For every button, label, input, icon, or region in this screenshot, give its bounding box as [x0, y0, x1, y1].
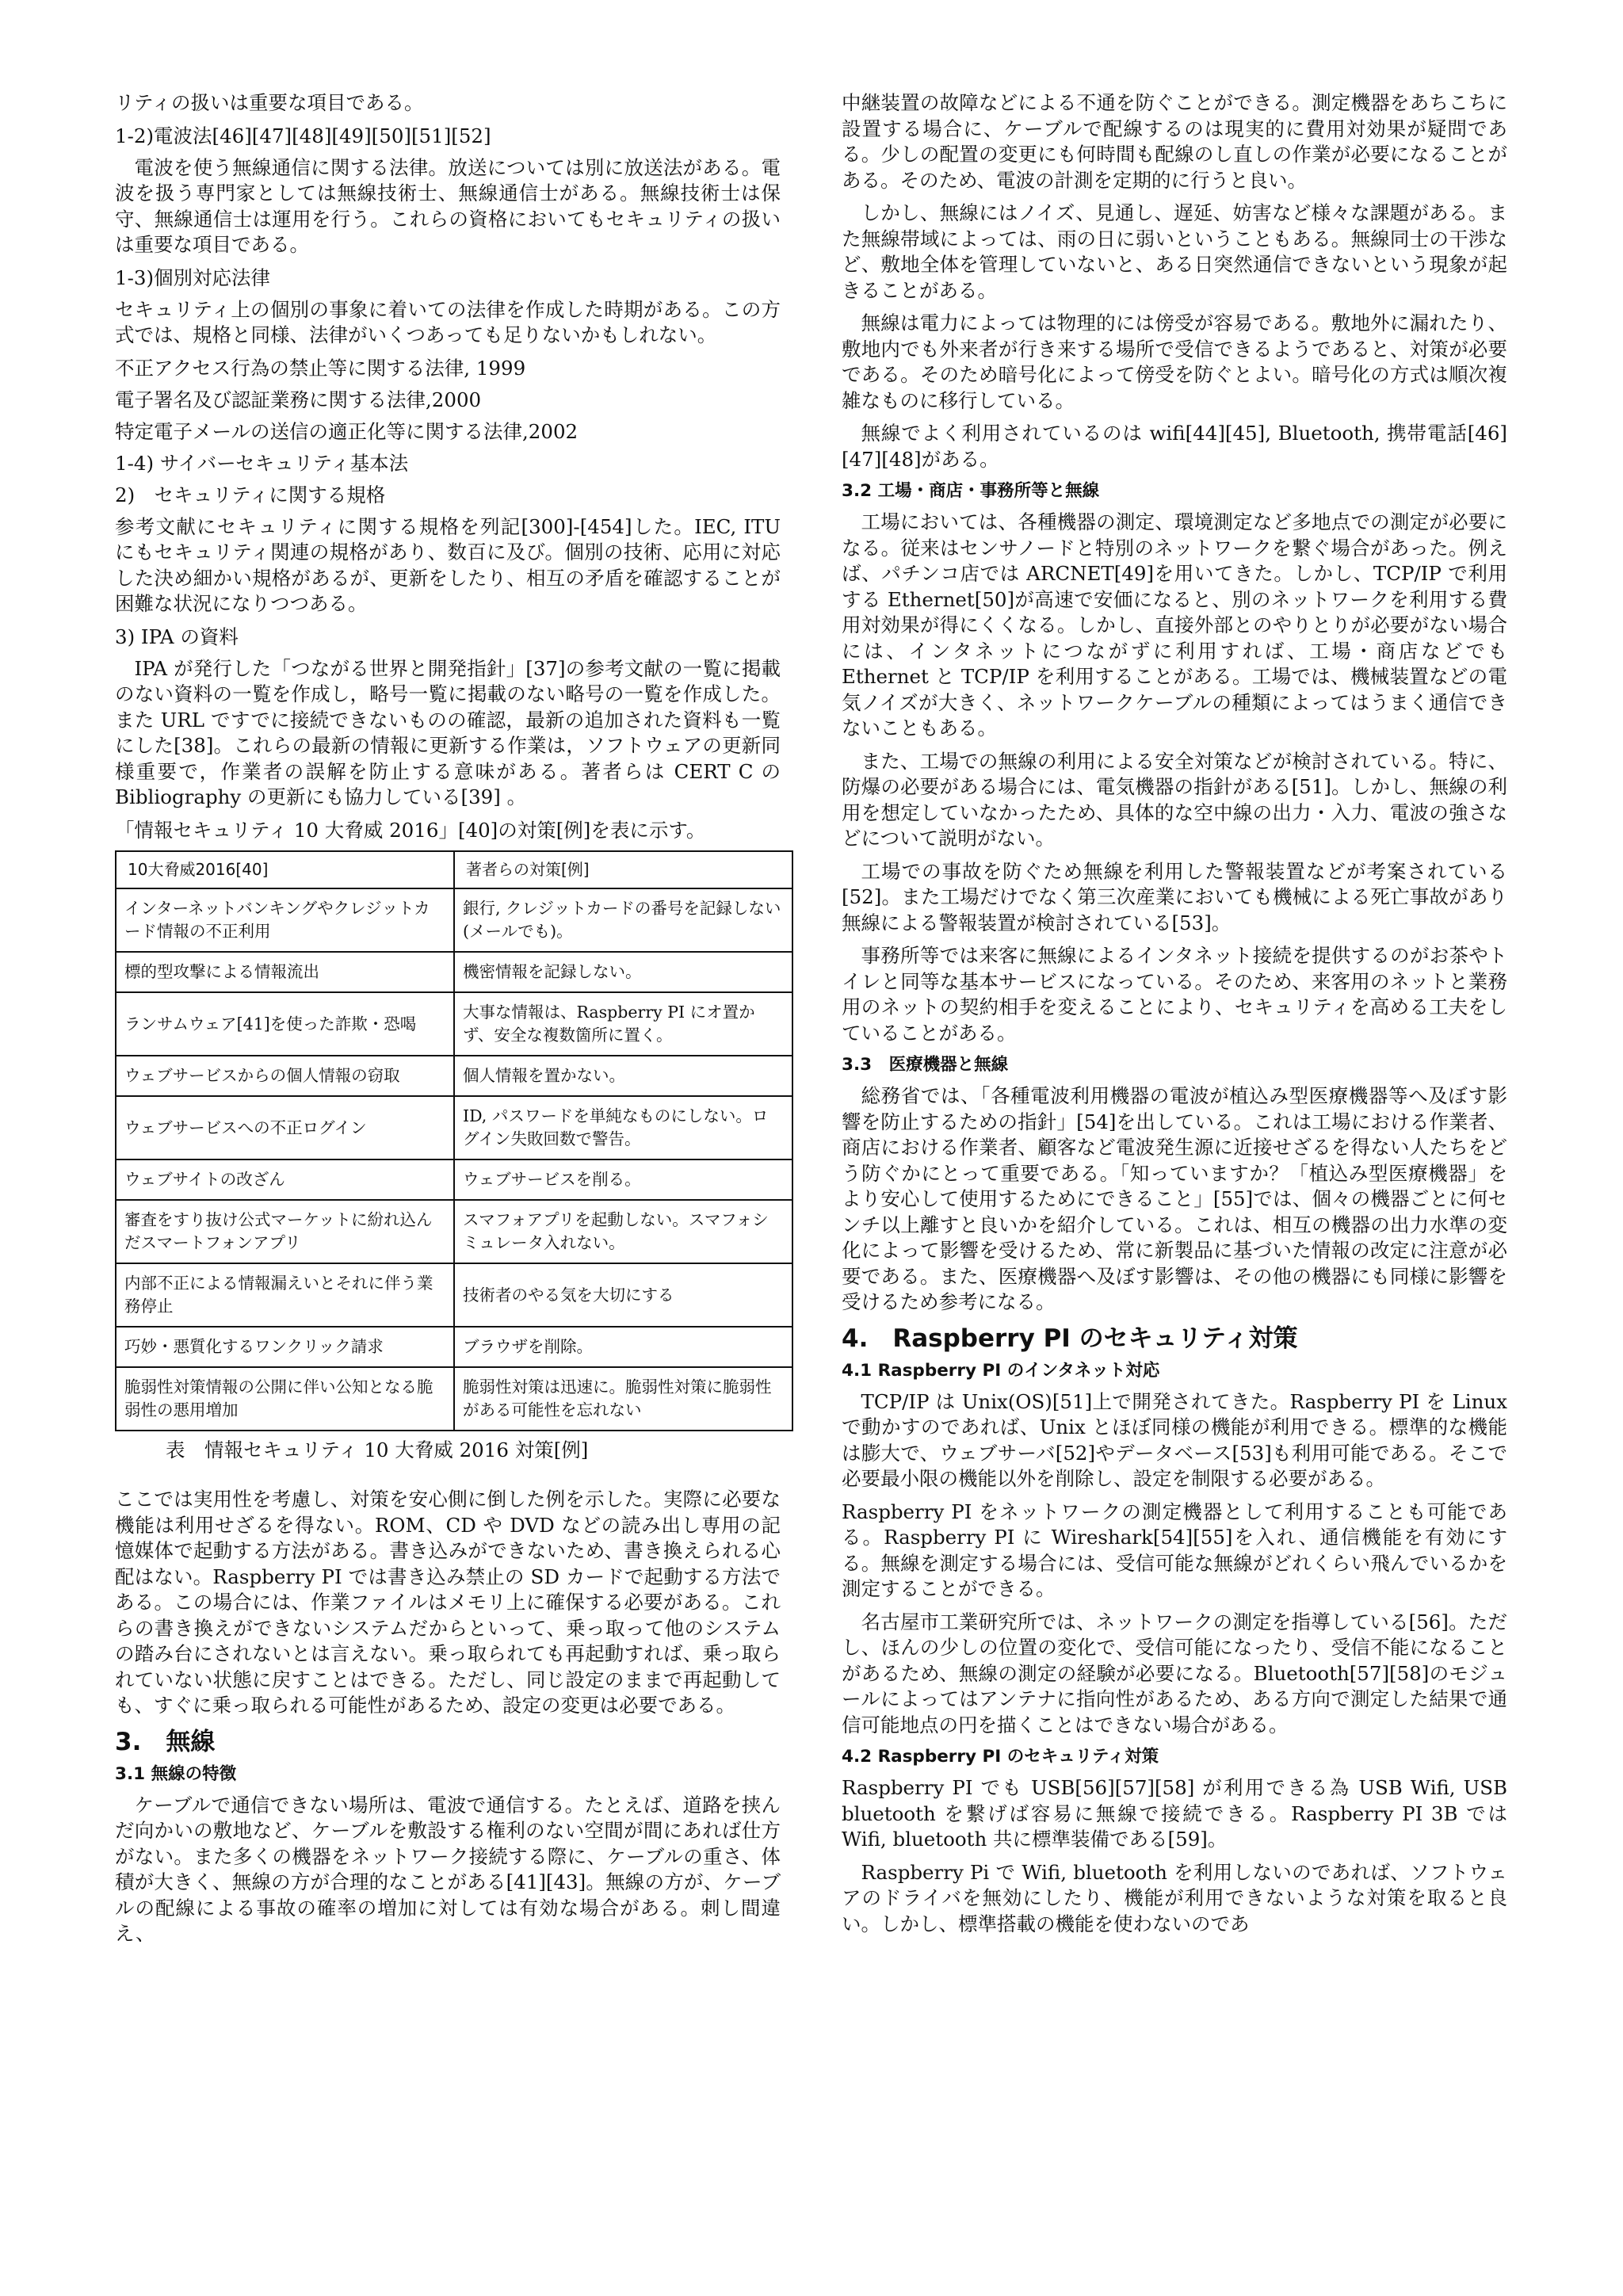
table-row [116, 1327, 792, 1367]
law-item-2: 電子署名及び認証業務に関する法律,2000 [115, 388, 482, 411]
paragraph-noise: しかし、無線にはノイズ、見通し、遅延、妨害など様々な課題がある。また無線帯域によっては、雨の日に弱いということもある。無線同士の干渉など、敷地全体を管理していないと、ある日突然通信できないという現象が起きることがある。 [842, 201, 1507, 302]
table-cell-measure: スマフォアプリを起動しない。スマフォシミュレータ入れない。 [454, 1200, 792, 1263]
table-row [116, 1367, 792, 1431]
table-cell-threat: 内部不正による情報漏えいとそれに伴う業務停止 [116, 1263, 454, 1327]
table-cell-measure: ID, パスワードを単純なものにしない。ログイン失敗回数で警告。 [454, 1096, 792, 1159]
table-cell-threat: 巧妙・悪質化するワンクリック請求 [116, 1327, 454, 1367]
section-title-raspberry: 4. Raspberry PI のセキュリティ対策 [842, 1324, 1298, 1353]
paragraph-wireshark: Raspberry PI をネットワークの測定機器として利用することも可能である。Raspberry PI に Wireshark[54][55]を入れ、通信機能を有効にする。無線を測定する場合には、受信可能な無線がどれくらい飛んでいるかを測定することができる。 [842, 1499, 1507, 1600]
table-row [116, 952, 792, 992]
table-caption: 表 情報セキュリティ 10 大脅威 2016 対策[例] [166, 1438, 589, 1461]
table-header-cell: 10大脅威2016[40] [116, 851, 454, 888]
law-item-3: 特定電子メールの送信の適正化等に関する法律,2002 [115, 419, 579, 443]
table-cell-threat: 審査をすり抜け公式マーケットに紛れ込んだスマートフォンアプリ [116, 1200, 454, 1263]
section-title-wireless: 3. 無線 [115, 1727, 216, 1756]
table-header-row [116, 851, 792, 888]
paragraph-cont: 中継装置の故障などによる不通を防ぐことができる。測定機器をあちこちに設置する場合に、ケーブルで配線するのは現実的に費用対効果が疑問である。少しの配置の変更にも何時間も配線のし直しの作業が必要になることがある。そのため、電波の計測を定期的に行うと良い。 [842, 91, 1507, 192]
paragraph-alarm: 工場での事故を防ぐため無線を利用した警報装置などが考案されている[52]。また工場だけでなく第三次産業においても機械による死亡事故があり無線による警報装置が検討されている[53]。 [842, 859, 1507, 934]
paragraph-wifi: 無線でよく利用されているのは wifi[44][45], Bluetooth, 携帯電話[46][47][48]がある。 [842, 422, 1507, 471]
heading-2: 2) セキュリティに関する規格 [115, 483, 386, 506]
paragraph-disable: Raspberry Pi で Wifi, bluetooth を利用しないのであれば、ソフトウェアのドライバを無効にしたり、機能が利用できないような対策を取ると良い。しかし、標準搭載の機能を使わないのであ [842, 1860, 1507, 1935]
paragraph-interception: 無線は電力によっては物理的には傍受が容易である。敷地外に漏れたり、敷地内でも外来者が行き来する場所で受信できるようであると、対策が必要である。そのため暗号化によって傍受を防ぐとよい。暗号化の方式は順次複雑なものに移行している。 [842, 311, 1507, 412]
paragraph-wireless-features: ケーブルで通信できない場所は、電波で通信する。たとえば、道路を挟んだ向かいの敷地など、ケーブルを敷設する権利のない空間が間にあれば仕方がない。また多くの機器をネットワーク接続する際に、ケーブルの重さ、体積が大きく、無線の方が合理的なことがある[41][43]。無線の方が、ケーブルの配線による事故の確率の増加に対しては有効な場合がある。刺し間違え、 [115, 1793, 781, 1945]
heading-4-1: 4.1 Raspberry PI のインタネット対応 [842, 1360, 1160, 1381]
paragraph-usb: Raspberry PI でも USB[56][57][58] が利用できる為 USB Wifi, USB bluetooth を繋げば容易に無線で接続できる。Raspberry PI 3B では Wifi, bluetooth 共に標準装備である[59]。 [842, 1776, 1507, 1851]
table-row [116, 1096, 792, 1159]
table-cell-measure: 大事な情報は、Raspberry PI にオ置かず、安全な複数箇所に置く。 [454, 992, 792, 1056]
right-column [842, 90, 1507, 1944]
table-row [116, 1056, 792, 1096]
table-cell-measure: 個人情報を置かない。 [454, 1056, 792, 1096]
paragraph-practical: ここでは実用性を考慮し、対策を安心側に倒した例を示した。実際に必要な機能は利用せざるを得ない。ROM、CD や DVD などの読み出し専用の記憶媒体で起動する方法がある。書き込みができないため、書き換えられる心配はない。Raspberry PI では書き込み禁止の SD カードで起動する方法である。この場合には、作業ファイルはメモリ上に確保する必要がある。これらの書き換えができないシステムだからといって、乗っ取って他のシステムの踏み台にされないとは言えない。乗っ取られても再起動すれば、乗っ取られていない状態に戻すことはできる。ただし、同じ設定のままで再起動しても、すぐに乗っ取られる可能性があるため、設定の変更は必要である。 [115, 1488, 781, 1717]
paragraph-nagoya: 名古屋市工業研究所では、ネットワークの測定を指導している[56]。ただし、ほんの少しの位置の変化で、受信可能になったり、受信不能になることがあるため、無線の測定の経験が必要になる。Bluetooth[57][58]のモジュールによってはアンテナに指向性があるため、ある方向で測定した結果で通信可能地点の円を描くことはできない場合がある。 [842, 1610, 1507, 1736]
heading-4-2: 4.2 Raspberry PI のセキュリティ対策 [842, 1747, 1159, 1767]
table-row [116, 992, 792, 1056]
table-cell-measure: ウェブサービスを削る。 [454, 1159, 792, 1200]
heading-3-2: 3.2 工場・商店・事務所等と無線 [842, 481, 1100, 501]
table-row [116, 1263, 792, 1327]
paragraph-table-intro: 「情報セキュリティ 10 大脅威 2016」[40]の対策[例]を表に示す。 [115, 818, 706, 842]
table-cell-measure: 機密情報を記録しない。 [454, 952, 792, 992]
table-row [116, 1159, 792, 1200]
table-header-cell: 著者らの対策[例] [454, 851, 792, 888]
paragraph-safety: また、工場での無線の利用による安全対策などが検討されている。特に、防爆の必要がある場合には、電気機器の指針がある[51]。しかし、無線の利用を想定していなかったため、具体的な空中線の出力・入力、電波の強さなどについて説明がない。 [842, 749, 1507, 850]
heading-3-3: 3.3 医療機器と無線 [842, 1055, 1009, 1075]
table-cell-threat: ウェブサービスへの不正ログイン [116, 1096, 454, 1159]
paragraph-radio-law: 電波を使う無線通信に関する法律。放送については別に放送法がある。電波を扱う専門家としては無線技術士、無線通信士がある。無線技術士は保守、無線通信士は運用を行う。これらの資格においてもセキュリティの扱いは重要な項目である。 [115, 155, 781, 256]
table-row [116, 1200, 792, 1263]
paragraph-standards: 参考文献にセキュリティに関する規格を列記[300]-[454]した。IEC, ITU にもセキュリティ関連の規格があり、数百に及び。個別の技術、応用に対応した決め細かい規格があるが、更新をしたり、相互の矛盾を確認することが困難な状況になりつつある。 [115, 514, 781, 615]
table-row [116, 888, 792, 952]
law-item-1: 不正アクセス行為の禁止等に関する法律, 1999 [115, 356, 526, 380]
heading-1-4: 1-4) サイバーセキュリティ基本法 [115, 451, 409, 475]
table-cell-threat: 脆弱性対策情報の公開に伴い公知となる脆弱性の悪用増加 [116, 1367, 454, 1431]
table-cell-measure: 脆弱性対策は迅速に。脆弱性対策に脆弱性がある可能性を忘れない [454, 1367, 792, 1431]
paragraph-individual-laws: セキュリティ上の個別の事象に着いての法律を作成した時期がある。この方式では、規格と同様、法律がいくつあっても足りないかもしれない。 [115, 297, 781, 346]
table-cell-threat: ウェブサービスからの個人情報の窃取 [116, 1056, 454, 1096]
left-column [115, 90, 781, 1954]
paragraph-intro: リティの扱いは重要な項目である。 [115, 91, 424, 114]
paragraph-ipa: IPA が発行した「つながる世界と開発指針」[37]の参考文献の一覧に掲載のない資料の一覧を作成し，略号一覧に掲載のない略号の一覧を作成した。また URL ですでに接続できないものの確認，最新の追加された資料も一覧にした[38]。これらの最新の情報に更新する作業は，ソフトウェアの更新同様重要で，作業者の誤解を防止する意味がある。著者らは CERT C の Bibliography の更新にも協力している[39] 。 [115, 656, 781, 808]
threat-table [115, 850, 793, 1431]
paragraph-medical: 総務省では、「各種電波利用機器の電波が植込み型医療機器等へ及ぼす影響を防止するための指針」[54]を出している。これは工場における作業者、商店における作業者、顧客など電波発生源に近接せざるを得ない人たちをどう防ぐかにとって重要である。「知っていますか？「植込み型医療機器」をより安心して使用するためにできること」[55]では、個々の機器ごとに何センチ以上離すと良いかを紹介している。これは、相互の機器の出力水準の変化によって影響を受けるため、常に新製品に基づいた情報の改定に注意が必要である。また、医療機器へ及ぼす影響は、その他の機器にも同様に影響を受けるため参考になる。 [842, 1084, 1507, 1313]
table-cell-threat: ウェブサイトの改ざん [116, 1159, 454, 1200]
table-cell-threat: インターネットバンキングやクレジットカード情報の不正利用 [116, 888, 454, 952]
table-cell-measure: 技術者のやる気を大切にする [454, 1263, 792, 1327]
table-cell-measure: 銀行, クレジットカードの番号を記録しない(メールでも)。 [454, 888, 792, 952]
paragraph-internet: TCP/IP は Unix(OS)[51]上で開発されてきた。Raspberry PI を Linux で動かすのであれば、Unix とほぼ同様の機能が利用できる。標準的な機能は膨大で、ウェブサーバ[52]やデータベース[53]も利用可能である。そこで必要最小限の機能以外を削除し、設定を制限する必要がある。 [842, 1389, 1507, 1490]
table-cell-threat: ランサムウェア[41]を使った詐欺・恐喝 [116, 992, 454, 1056]
heading-3-1: 3.1 無線の特徴 [115, 1763, 237, 1784]
heading-1-2: 1-2)電波法[46][47][48][49][50][51][52] [115, 124, 491, 147]
table-cell-measure: ブラウザを削除。 [454, 1327, 792, 1367]
table-cell-threat: 標的型攻撃による情報流出 [116, 952, 454, 992]
paragraph-office: 事務所等では来客に無線によるインタネット接続を提供するのがお茶やトイレと同等な基本サービスになっている。そのため、来客用のネットと業務用のネットの契約相手を変えることにより、セキュリティを高める工夫をしていることがある。 [842, 944, 1507, 1045]
heading-3-ipa: 3) IPA の資料 [115, 625, 239, 648]
paragraph-factory: 工場においては、各種機器の測定、環境測定など多地点での測定が必要になる。従来はセンサノードと特別のネットワークを繋ぐ場合があった。例えば、パチンコ店では ARCNET[49]を用いてきた。しかし、TCP/IP で利用する Ethernet[50]が高速で安価になると、別のネットワークを利用する費用対効果が得にくくなる。しかし、直接外部とのやりとりが必要がない場合には、インタネットにつながずに利用すれば、工場・商店などでも Ethernet と TCP/IP を利用することがある。工場では、機械装置などの電気ノイズが大きく、ネットワークケーブルの種類によってはうまく通信できないこともある。 [842, 510, 1507, 739]
heading-1-3: 1-3)個別対応法律 [115, 266, 271, 289]
